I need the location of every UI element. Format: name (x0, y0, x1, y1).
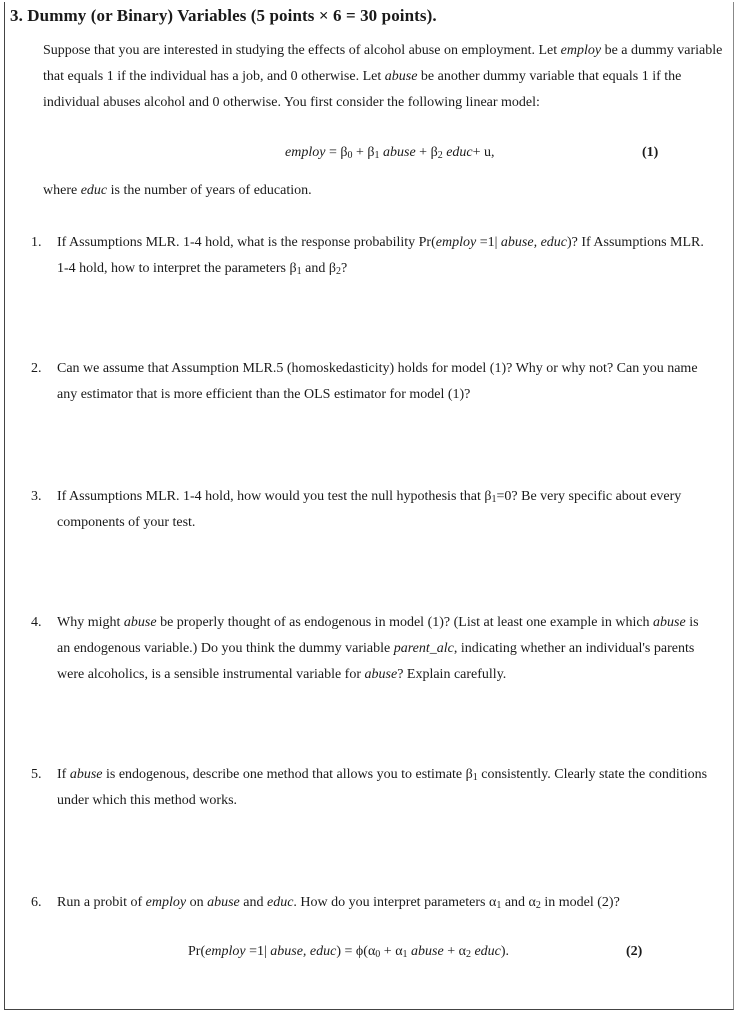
where-clause: where educ is the number of years of education. (43, 183, 312, 198)
question-4 (31, 610, 711, 688)
question-1-number: 1. (31, 235, 42, 250)
question-1-text: If Assumptions MLR. 1-4 hold, what is the response probability Pr(employ =1| abuse, educ)? If Assumptions MLR. 1-4 hold, how to interpret the parameters $\beta_1$ and $\beta_2$? (57, 235, 704, 277)
equation-1: employ = $\beta_0 + \beta_1$ abuse + $\beta_2$ educ+ u, (285, 145, 495, 161)
question-3-number: 3. (31, 489, 42, 504)
equation-1-number: (1) (642, 145, 659, 160)
section-title: 3. Dummy (or Binary) Variables (5 points × 6 = 30 points). (10, 6, 437, 25)
question-6 (31, 890, 711, 916)
question-4-number: 4. (31, 615, 42, 630)
question-4-text: Why might abuse be properly thought of as endogenous in model (1)? (List at least one example in which abuse is an endogenous variable.) Do you think the dummy variable parent_alc, indicating whether an individual's parents were alcoholics, is a sensible instrumental variable for abuse? Explain carefully. (57, 615, 699, 682)
question-6-number: 6. (31, 895, 42, 910)
question-5-number: 5. (31, 767, 42, 782)
equation-2-number: (2) (626, 944, 643, 959)
question-2-number: 2. (31, 361, 42, 376)
question-3 (31, 484, 711, 536)
question-5 (31, 762, 711, 814)
question-3-text: If Assumptions MLR. 1-4 hold, how would you test the null hypothesis that $\beta_1=0$? Be very specific about every components of your test. (57, 489, 682, 530)
question-2-text: Can we assume that Assumption MLR.5 (homoskedasticity) holds for model (1)? Why or why not? Can you name any estimator that is more efficient than the OLS estimator for model (1)? (57, 361, 698, 402)
question-6-text: Run a probit of employ on abuse and educ. How do you interpret parameters $\alpha_1$ and $\alpha_2$ in model (2)? (57, 895, 620, 911)
intro-paragraph: Suppose that you are interested in studying the effects of alcohol abuse on employment. Let employ be a dummy variable that equals 1 if the individual has a job, and 0 otherwise. Let abuse be another dummy variable that equals 1 if the individual abuses alcohol and 0 otherwise. You first consider the following linear model: (43, 43, 723, 110)
question-5-text: If abuse is endogenous, describe one method that allows you to estimate $\beta_1$ consistently. Clearly state the conditions under which this method works. (57, 767, 708, 808)
equation-2: Pr(employ =1| abuse, educ) = $\phi(\alpha_0 + \alpha_1$ abuse + $\alpha_2$ educ). (188, 944, 510, 960)
question-1 (31, 230, 711, 282)
question-2 (31, 356, 711, 408)
